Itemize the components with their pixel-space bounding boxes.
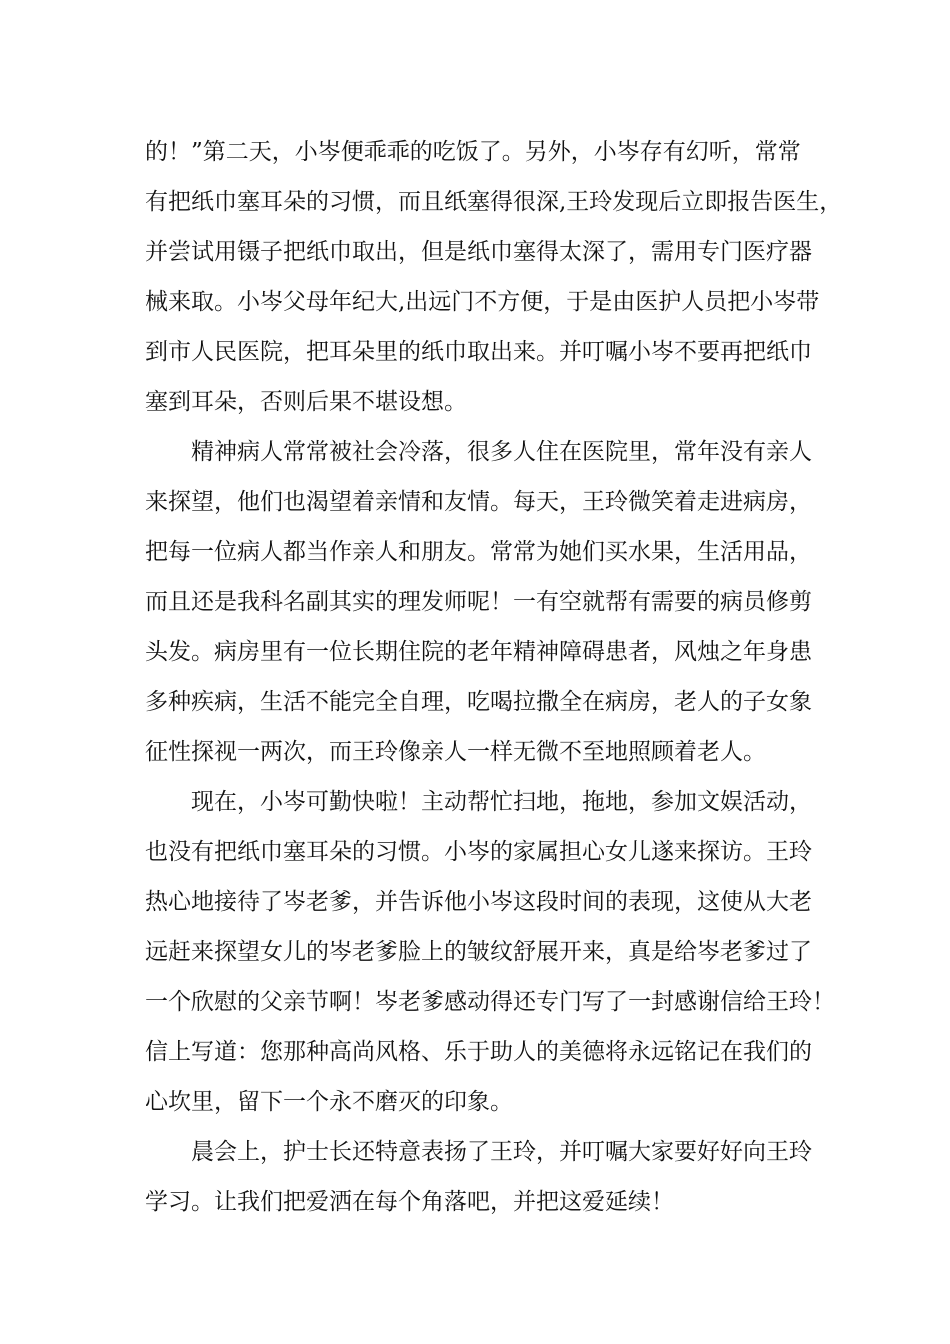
text-line: 并尝试用镊子把纸巾取出，但是纸巾塞得太深了，需用专门医疗器 (145, 239, 812, 265)
text-line: 多种疾病，生活不能完全自理，吃喝拉撒全在病房，老人的子女象 (145, 689, 812, 715)
text-line: 塞到耳朵，否则后果不堪设想。 (145, 389, 467, 415)
text-line: 热心地接待了岑老爹，并告诉他小岑这段时间的表现，这使从大老 (145, 889, 812, 915)
text-line: 心坎里，留下一个永不磨灭的印象。 (145, 1089, 513, 1115)
text-line: 头发。病房里有一位长期住院的老年精神障碍患者，风烛之年身患 (145, 639, 812, 665)
document-body (145, 127, 843, 1227)
text-line: 有把纸巾塞耳朵的习惯，而且纸塞得很深,王玲发现后立即报告医生， (145, 189, 843, 215)
paragraph-first-line: 晨会上，护士长还特意表扬了王玲，并叮嘱大家要好好向王玲 (191, 1139, 812, 1165)
text-line: 一个欣慰的父亲节啊！岑老爹感动得还专门写了一封感谢信给王玲！ (145, 989, 835, 1015)
text-line: 械来取。小岑父母年纪大,出远门不方便，于是由医护人员把小岑带 (145, 289, 820, 315)
text-line: 远赶来探望女儿的岑老爹脸上的皱纹舒展开来，真是给岑老爹过了 (145, 939, 812, 965)
paragraph-first-line: 精神病人常常被社会冷落，很多人住在医院里，常年没有亲人 (191, 439, 812, 465)
text-line: 信上写道：您那种高尚风格、乐于助人的美德将永远铭记在我们的 (145, 1039, 812, 1065)
text-line: 学习。让我们把爱洒在每个角落吧，并把这爱延续！ (145, 1189, 674, 1215)
text-line: 到市人民医院，把耳朵里的纸巾取出来。并叮嘱小岑不要再把纸巾 (145, 339, 812, 365)
text-line: 把每一位病人都当作亲人和朋友。常常为她们买水果，生活用品， (145, 539, 812, 565)
text-line: 来探望，他们也渴望着亲情和友情。每天，王玲微笑着走进病房， (145, 489, 812, 515)
text-line: 的！”第二天，小岑便乖乖的吃饭了。另外，小岑存有幻听，常常 (145, 139, 801, 165)
paragraph-first-line: 现在，小岑可勤快啦！主动帮忙扫地，拖地，参加文娱活动， (191, 789, 812, 815)
text-line: 也没有把纸巾塞耳朵的习惯。小岑的家属担心女儿遂来探访。王玲 (145, 839, 812, 865)
text-line: 征性探视一两次，而王玲像亲人一样无微不至地照顾着老人。 (145, 739, 766, 765)
text-line: 而且还是我科名副其实的理发师呢！一有空就帮有需要的病员修剪 (145, 589, 812, 615)
